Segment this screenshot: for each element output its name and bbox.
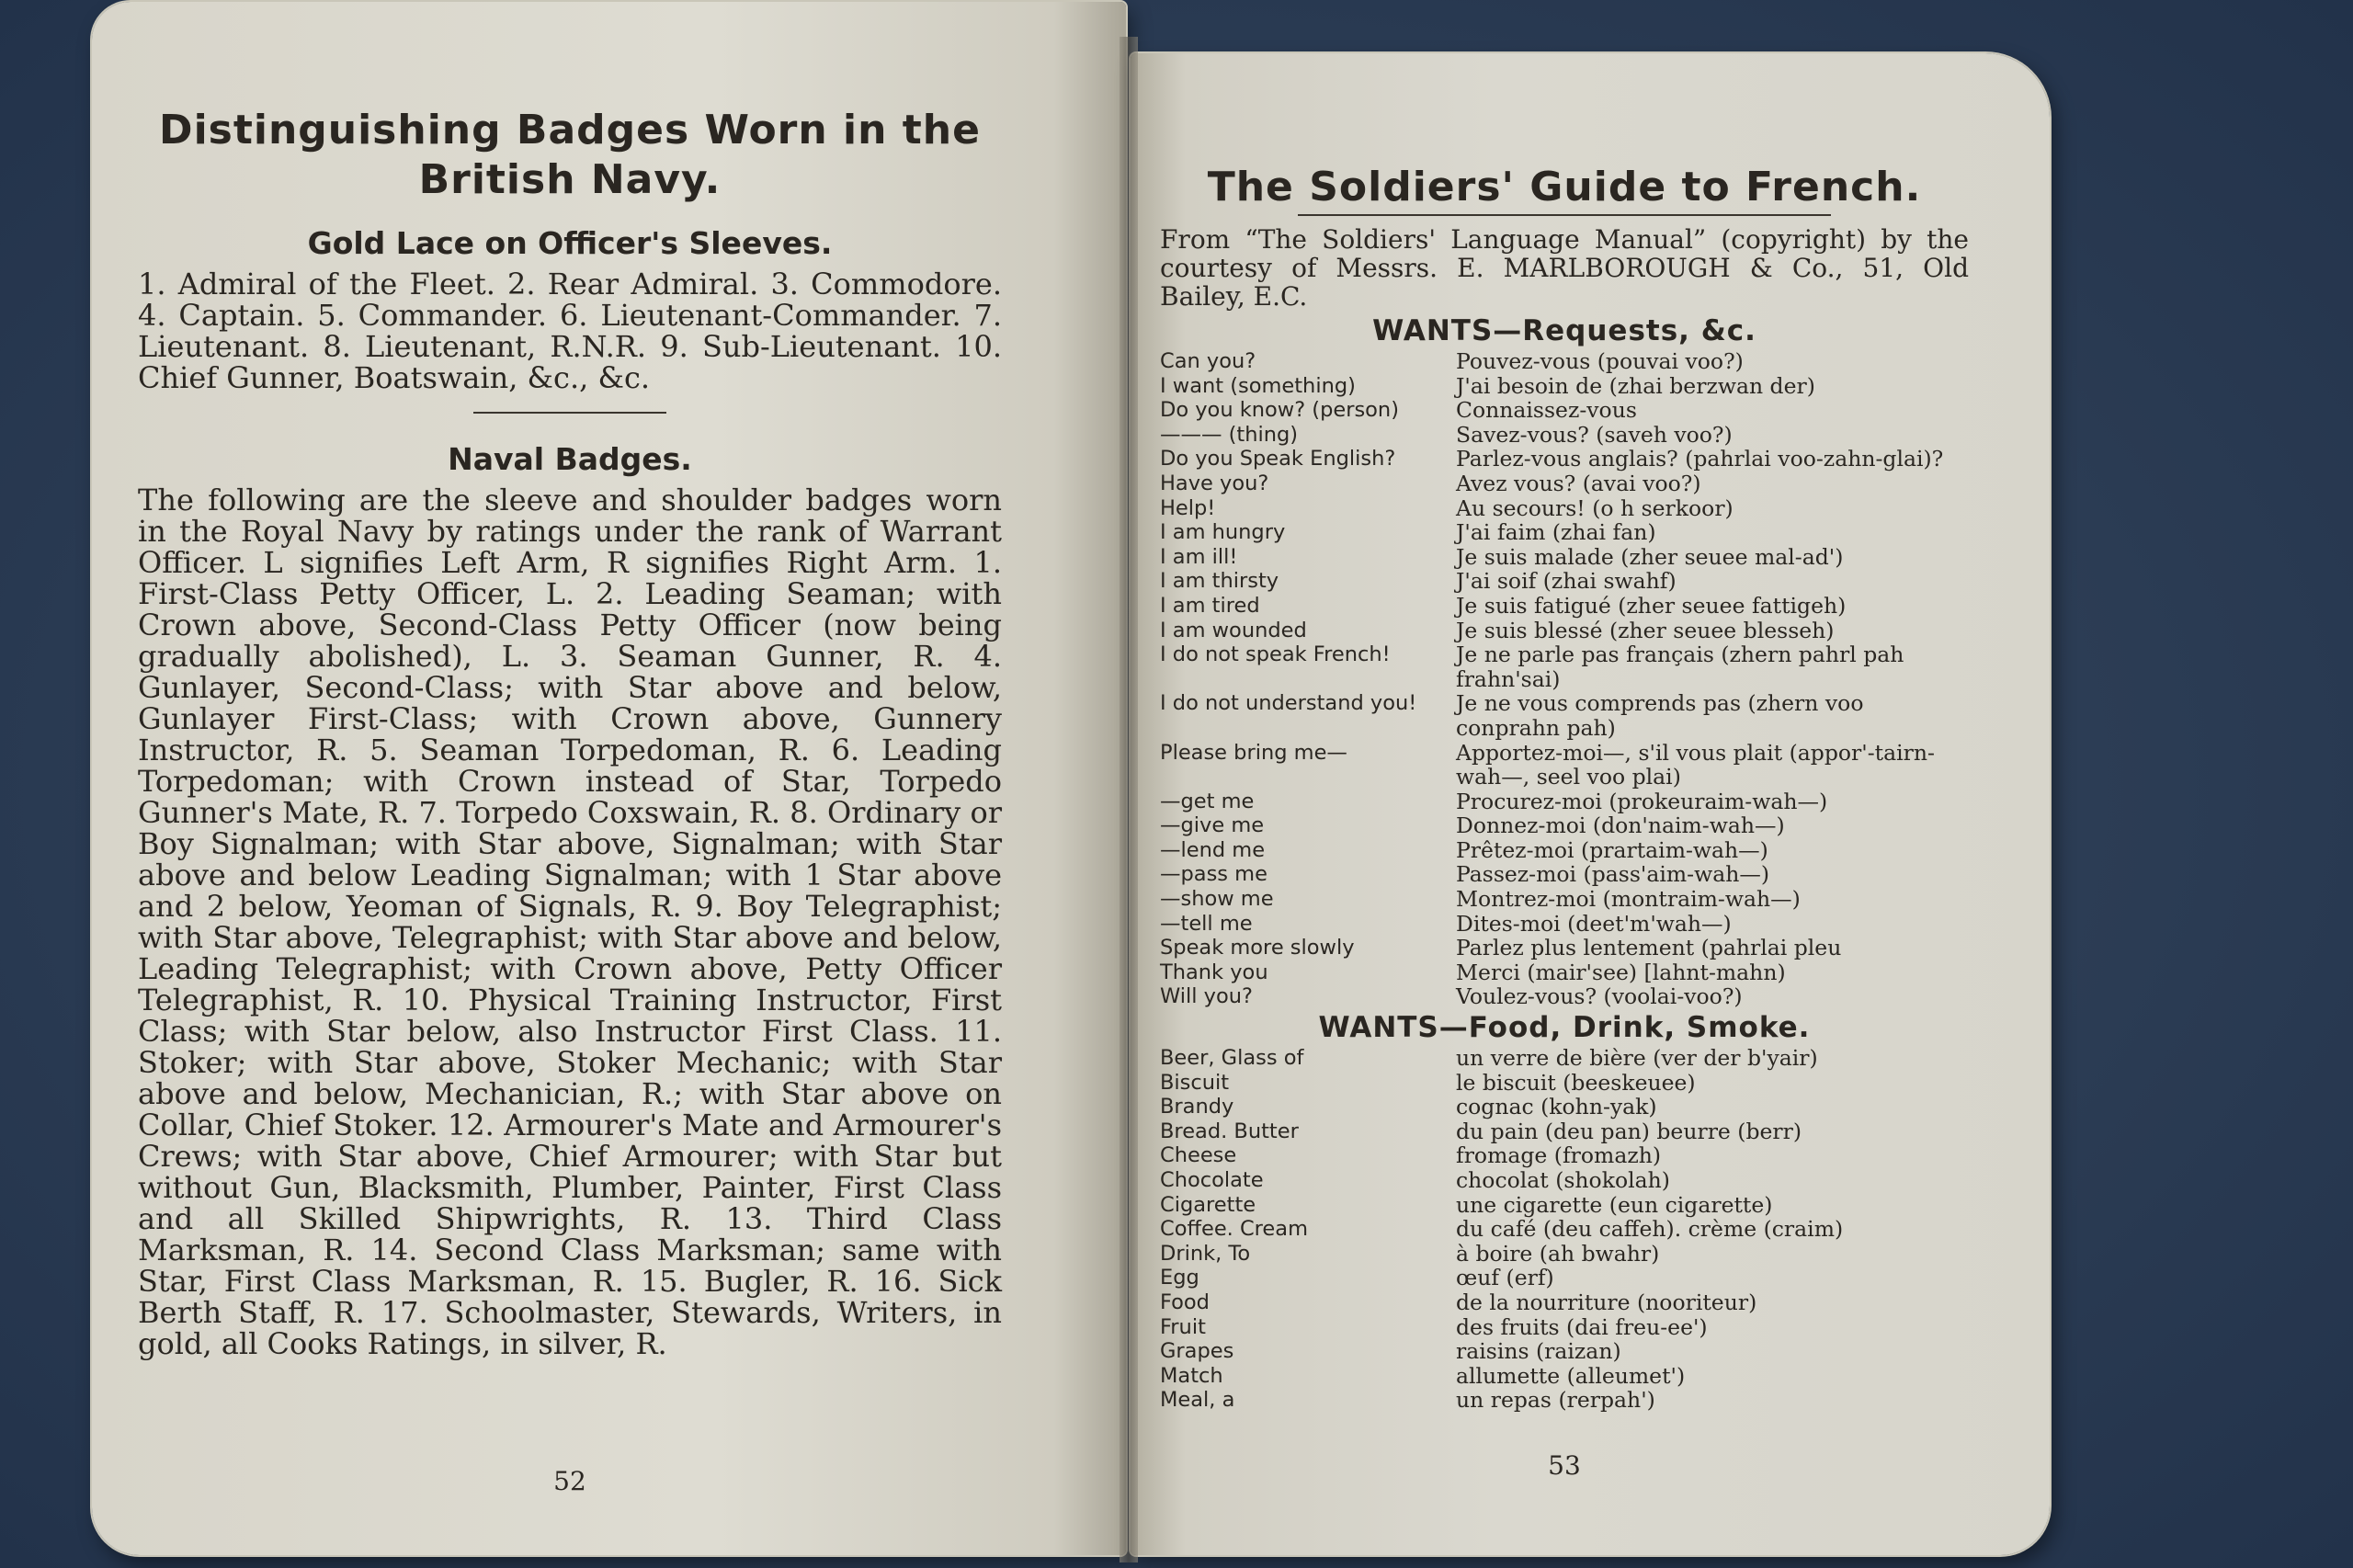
french-translation: chocolat (shokolah) [1456, 1167, 1670, 1193]
phrase-row [1160, 790, 1969, 814]
english-phrase: Speak more slowly [1160, 936, 1355, 960]
phrase-row [1160, 936, 1969, 960]
title-underline [1298, 214, 1831, 216]
left-page-title [138, 106, 1002, 205]
phrase-row [1160, 813, 1969, 838]
phrase-row [1160, 838, 1969, 863]
food-heading: WANTS—Food, Drink, Smoke. [1318, 1011, 1811, 1045]
french-translation: un verre de bière (ver der b'yair) [1456, 1045, 1818, 1072]
phrase-row [1160, 1339, 1969, 1364]
phrase-row [1160, 1364, 1969, 1389]
phrase-row [1160, 912, 1969, 937]
phrase-row [1160, 691, 1969, 740]
french-translation: Savez-vous? (saveh voo?) [1456, 421, 1733, 448]
phrase-row [1160, 1290, 1969, 1315]
english-phrase: —give me [1160, 813, 1265, 838]
english-phrase: Chocolate [1160, 1168, 1264, 1192]
french-translation: Avez vous? (avai voo?) [1456, 470, 1701, 496]
french-translation: des fruits (dai freu-ee') [1456, 1313, 1708, 1340]
phrase-row [1160, 619, 1969, 643]
phrase-row [1160, 520, 1969, 545]
english-phrase: Do you know? (person) [1160, 398, 1399, 423]
phrase-row [1160, 1095, 1969, 1119]
english-phrase: I am wounded [1160, 618, 1307, 642]
english-phrase: Coffee. Cream [1160, 1217, 1308, 1242]
english-phrase: Beer, Glass of [1160, 1046, 1304, 1071]
french-translation: Connaissez-vous [1456, 397, 1637, 424]
phrase-row [1160, 1388, 1969, 1413]
english-phrase: ——— (thing) [1160, 422, 1299, 447]
english-phrase: Will you? [1160, 984, 1253, 1009]
english-phrase: Have you? [1160, 471, 1269, 495]
french-translation: Passez-moi (pass'aim-wah—) [1456, 861, 1770, 888]
phrase-row [1160, 1143, 1969, 1168]
english-phrase: I am tired [1160, 593, 1260, 618]
french-translation: un repas (rerpah') [1456, 1387, 1655, 1414]
phrase-row [1160, 887, 1969, 912]
phrase-row [1160, 569, 1969, 594]
french-translation: raisins (raizan) [1456, 1338, 1621, 1365]
phrase-row [1160, 398, 1969, 423]
french-translation: Je ne parle pas français (zhern pahrl pah frahn'sai) [1456, 642, 1904, 692]
food-table [1160, 1046, 1969, 1413]
french-translation: du pain (deu pan) beurre (berr) [1456, 1118, 1802, 1144]
french-translation: une cigarette (eun cigarette) [1456, 1191, 1773, 1218]
french-translation: Parlez-vous anglais? (pahrlai voo-zahn-glai)? [1456, 446, 1944, 472]
english-phrase: I am hungry [1160, 520, 1286, 545]
phrase-row [1160, 1168, 1969, 1193]
french-translation: à boire (ah bwahr) [1456, 1240, 1660, 1267]
phrase-row [1160, 1046, 1969, 1071]
french-translation: Parlez plus lentement (pahrlai pleu [1456, 935, 1842, 961]
english-phrase: I am ill! [1160, 544, 1238, 569]
phrase-row [1160, 1217, 1969, 1242]
phrase-row [1160, 472, 1969, 496]
english-phrase: Bread. Butter [1160, 1119, 1299, 1143]
phrase-row [1160, 1242, 1969, 1267]
french-translation: Merci (mair'see) [lahnt-mahn) [1456, 959, 1786, 985]
phrase-row [1160, 642, 1969, 691]
french-translation: Prêtez-moi (prartaim-wah—) [1456, 836, 1768, 863]
english-phrase: Drink, To [1160, 1241, 1251, 1266]
french-translation: Je suis fatigué (zher seuee fattigeh) [1456, 592, 1847, 619]
french-translation: le biscuit (beeskeuee) [1456, 1069, 1696, 1096]
english-phrase: —lend me [1160, 837, 1266, 862]
french-translation: fromage (fromazh) [1456, 1142, 1662, 1169]
right-page-content [1160, 164, 1969, 1481]
english-phrase: I want (something) [1160, 373, 1356, 398]
naval-badges-text: The following are the sleeve and shoulder badges worn in the Royal Navy by ratings under the rank of Warrant Officer. L signifies Left Arm, R signifies Right Arm. 1. First-Class Petty Officer, L. 2. Leading Seaman; with Crown above, Second-Class Petty Officer (now being gradually abolished), L. 3. Seaman Gunner, R. 4. Gunlayer, Second-Class; with Star above and below, Gunlayer First-Class; with Crown above, Gunnery Instructor, R. 5. Seaman Torpedoman, R. 6. Leading Torpedoman; with Crown instead of Star, Torpedo Gunner's Mate, R. 7. Torpedo Coxswain, R. 8. Ordinary or Boy Signalman; with Star above, Signalman; with Star above and below Leading Signalman; with 1 Star above and 2 below, Yeoman of Signals, R. 9. Boy Telegraphist; with Star above, Telegraphist; with Star above and below, Leading Telegraphist; with Crown above, Petty Officer Telegraphist, R. 10. Physical Training Instructor, First Class; with Star below, also Instructor First Class. 11. Stoker; with Star above, Stoker Mechanic; with Star above and below, Mechanician, R.; with Star above on Collar, Chief Stoker. 12. Armourer's Mate and Armourer's Crews; with Star above, Chief Armourer; with Star but without Gun, Blacksmith, Plumber, Painter, First Class and all Skilled Shipwrights, R. 13. Third Class Marksman, R. 14. Second Class Marksman; same with Star, First Class Marksman, R. 15. Bugler, R. 16. Sick Berth Staff, R. 17. Schoolmaster, Stewards, Writers, in gold, all Cooks Ratings, in silver, R. [138, 483, 1002, 1361]
french-translation: cognac (kohn-yak) [1456, 1094, 1657, 1120]
english-phrase: —pass me [1160, 862, 1267, 887]
french-translation: J'ai besoin de (zhai berzwan der) [1456, 372, 1815, 399]
french-translation: Apportez-moi—, s'il vous plait (appor'-tairn-wah—, seel voo plai) [1456, 739, 1935, 790]
french-translation: J'ai soif (zhai swahf) [1456, 568, 1677, 595]
french-translation: J'ai faim (zhai fan) [1456, 519, 1656, 546]
book-gutter [1120, 37, 1138, 1562]
english-phrase: I do not speak French! [1160, 642, 1391, 667]
english-phrase: —tell me [1160, 911, 1253, 936]
english-phrase: I do not understand you! [1160, 691, 1417, 716]
phrase-row [1160, 1315, 1969, 1340]
english-phrase: I am thirsty [1160, 569, 1279, 594]
french-translation: Je suis blessé (zher seuee blesseh) [1456, 617, 1835, 643]
english-phrase: Fruit [1160, 1314, 1206, 1339]
english-phrase: Meal, a [1160, 1388, 1235, 1413]
french-translation: Je suis malade (zher seuee mal-ad') [1456, 543, 1844, 570]
french-translation: du café (deu caffeh). crème (craim) [1456, 1216, 1844, 1243]
english-phrase: Thank you [1160, 960, 1268, 984]
phrase-row [1160, 374, 1969, 399]
french-translation: allumette (alleumet') [1456, 1362, 1686, 1389]
phrase-row [1160, 984, 1969, 1009]
english-phrase: Match [1160, 1363, 1223, 1388]
phrase-row [1160, 1119, 1969, 1144]
english-phrase: Cheese [1160, 1143, 1237, 1168]
english-phrase: Egg [1160, 1266, 1199, 1290]
english-phrase: Do you Speak English? [1160, 447, 1396, 472]
french-translation: Donnez-moi (don'naim-wah—) [1456, 812, 1785, 839]
french-translation: Pouvez-vous (pouvai voo?) [1456, 348, 1744, 374]
page-number-right: 53 [1548, 1450, 1581, 1481]
french-translation: Montrez-moi (montraim-wah—) [1456, 886, 1801, 913]
naval-badges-heading: Naval Badges. [448, 441, 692, 477]
page-number-left: 52 [553, 1466, 586, 1496]
phrase-row [1160, 349, 1969, 374]
phrase-row [1160, 1266, 1969, 1290]
phrase-row [1160, 423, 1969, 448]
phrase-row [1160, 741, 1969, 790]
phrase-row [1160, 862, 1969, 887]
french-translation: Procurez-moi (prokeuraim-wah—) [1456, 788, 1828, 814]
gold-lace-text: 1. Admiral of the Fleet. 2. Rear Admiral. 3. Commodore. 4. Captain. 5. Commander. 6. Lieutenant-Commander. 7. Lieutenant. 8. Lieutenant, R.N.R. 9. Sub-Lieutenant. 10. Chief Gunner, Boatswain, &c., &c. [138, 267, 1002, 395]
phrase-row [1160, 1071, 1969, 1096]
intro-text: From “The Soldiers' Language Manual” (copyright) by the courtesy of Messrs. E. MARLBOROUGH & Co., 51, Old Bailey, E.C. [1160, 224, 1969, 312]
phrase-row [1160, 447, 1969, 472]
left-title-line1: Distinguishing Badges Worn in the [159, 107, 981, 153]
phrase-row [1160, 496, 1969, 521]
english-phrase: Can you? [1160, 349, 1256, 373]
english-phrase: Biscuit [1160, 1070, 1230, 1095]
english-phrase: Grapes [1160, 1339, 1234, 1364]
english-phrase: Cigarette [1160, 1192, 1256, 1217]
requests-heading: WANTS—Requests, &c. [1372, 314, 1756, 347]
phrase-row [1160, 594, 1969, 619]
english-phrase: Food [1160, 1290, 1210, 1314]
section-divider [473, 412, 666, 414]
english-phrase: Brandy [1160, 1095, 1234, 1119]
french-translation: œuf (erf) [1456, 1265, 1554, 1291]
gold-lace-heading: Gold Lace on Officer's Sleeves. [307, 225, 833, 261]
left-page-content [138, 106, 1002, 1496]
french-translation: Au secours! (o h serkoor) [1456, 494, 1733, 521]
phrase-row [1160, 545, 1969, 570]
english-phrase: Please bring me— [1160, 740, 1347, 765]
english-phrase: —get me [1160, 789, 1255, 813]
english-phrase: Help! [1160, 495, 1216, 520]
french-translation: Je ne vous comprends pas (zhern voo conprahn pah) [1456, 690, 1864, 741]
left-title-line2: British Navy. [418, 156, 722, 203]
english-phrase: —show me [1160, 887, 1274, 912]
french-translation: Dites-moi (deet'm'wah—) [1456, 910, 1732, 937]
requests-table [1160, 349, 1969, 1009]
phrase-row [1160, 960, 1969, 985]
phrase-row [1160, 1193, 1969, 1218]
french-translation: Voulez-vous? (voolai-voo?) [1456, 983, 1743, 1010]
french-translation: de la nourriture (nooriteur) [1456, 1289, 1757, 1315]
right-page-title: The Soldiers' Guide to French. [1207, 164, 1922, 210]
